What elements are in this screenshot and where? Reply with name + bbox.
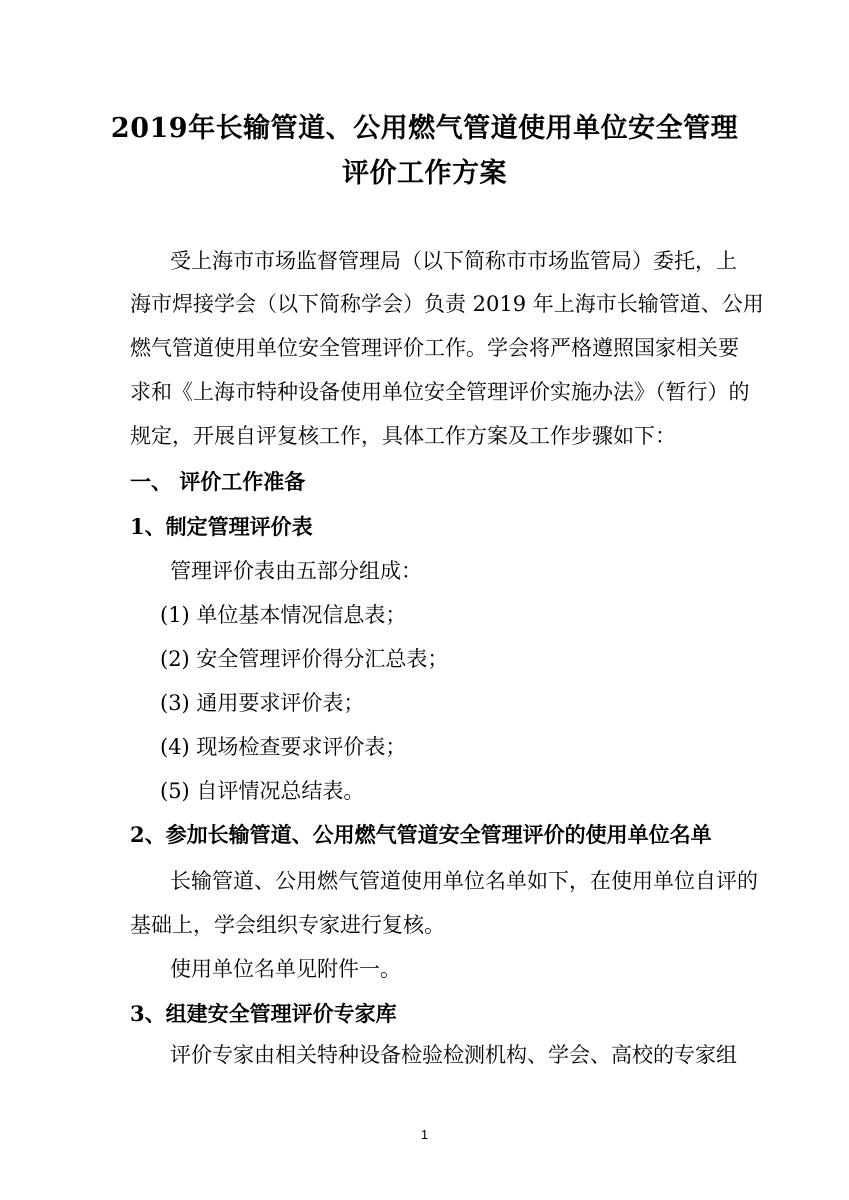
- subsection-paragraph-line: 评价专家由相关特种设备检验检测机构、学会、高校的专家组: [170, 1043, 737, 1067]
- intro-paragraph-line: 海市焊接学会（以下简称学会）负责 2019 年上海市长输管道、公用: [130, 292, 764, 316]
- document-title-line-2: 评价工作方案: [342, 158, 507, 189]
- list-item: (1) 单位基本情况信息表；: [160, 603, 407, 627]
- subsection-paragraph-line: 长输管道、公用燃气管道使用单位名单如下，在使用单位自评的: [170, 869, 758, 893]
- section-heading: 一、 评价工作准备: [130, 469, 306, 494]
- intro-paragraph-line: 燃气管道使用单位安全管理评价工作。学会将严格遵照国家相关要: [130, 336, 739, 360]
- intro-paragraph-line: 规定，开展自评复核工作，具体工作方案及工作步骤如下：: [130, 424, 676, 448]
- subsection-heading: 3、组建安全管理评价专家库: [130, 1001, 397, 1026]
- intro-paragraph-line: 受上海市市场监督管理局（以下简称市市场监管局）委托，上: [170, 249, 737, 273]
- list-item: (3) 通用要求评价表；: [160, 691, 365, 715]
- list-item: (4) 现场检查要求评价表；: [160, 735, 407, 759]
- list-item: (5) 自评情况总结表。: [160, 779, 365, 803]
- document-title-line-1: 2019年长输管道、公用燃气管道使用单位安全管理: [110, 113, 739, 144]
- subsection-heading: 1、制定管理评价表: [130, 514, 313, 539]
- subsection-intro: 管理评价表由五部分组成：: [170, 559, 422, 583]
- page-number: 1: [420, 1127, 429, 1142]
- intro-paragraph-line: 求和《上海市特种设备使用单位安全管理评价实施办法》（暂行）的: [130, 380, 750, 404]
- list-item: (2) 安全管理评价得分汇总表；: [160, 647, 449, 671]
- subsection-heading: 2、参加长输管道、公用燃气管道安全管理评价的使用单位名单: [130, 822, 712, 847]
- subsection-note: 使用单位名单见附件一。: [170, 957, 401, 981]
- subsection-paragraph-line: 基础上，学会组织专家进行复核。: [130, 913, 445, 937]
